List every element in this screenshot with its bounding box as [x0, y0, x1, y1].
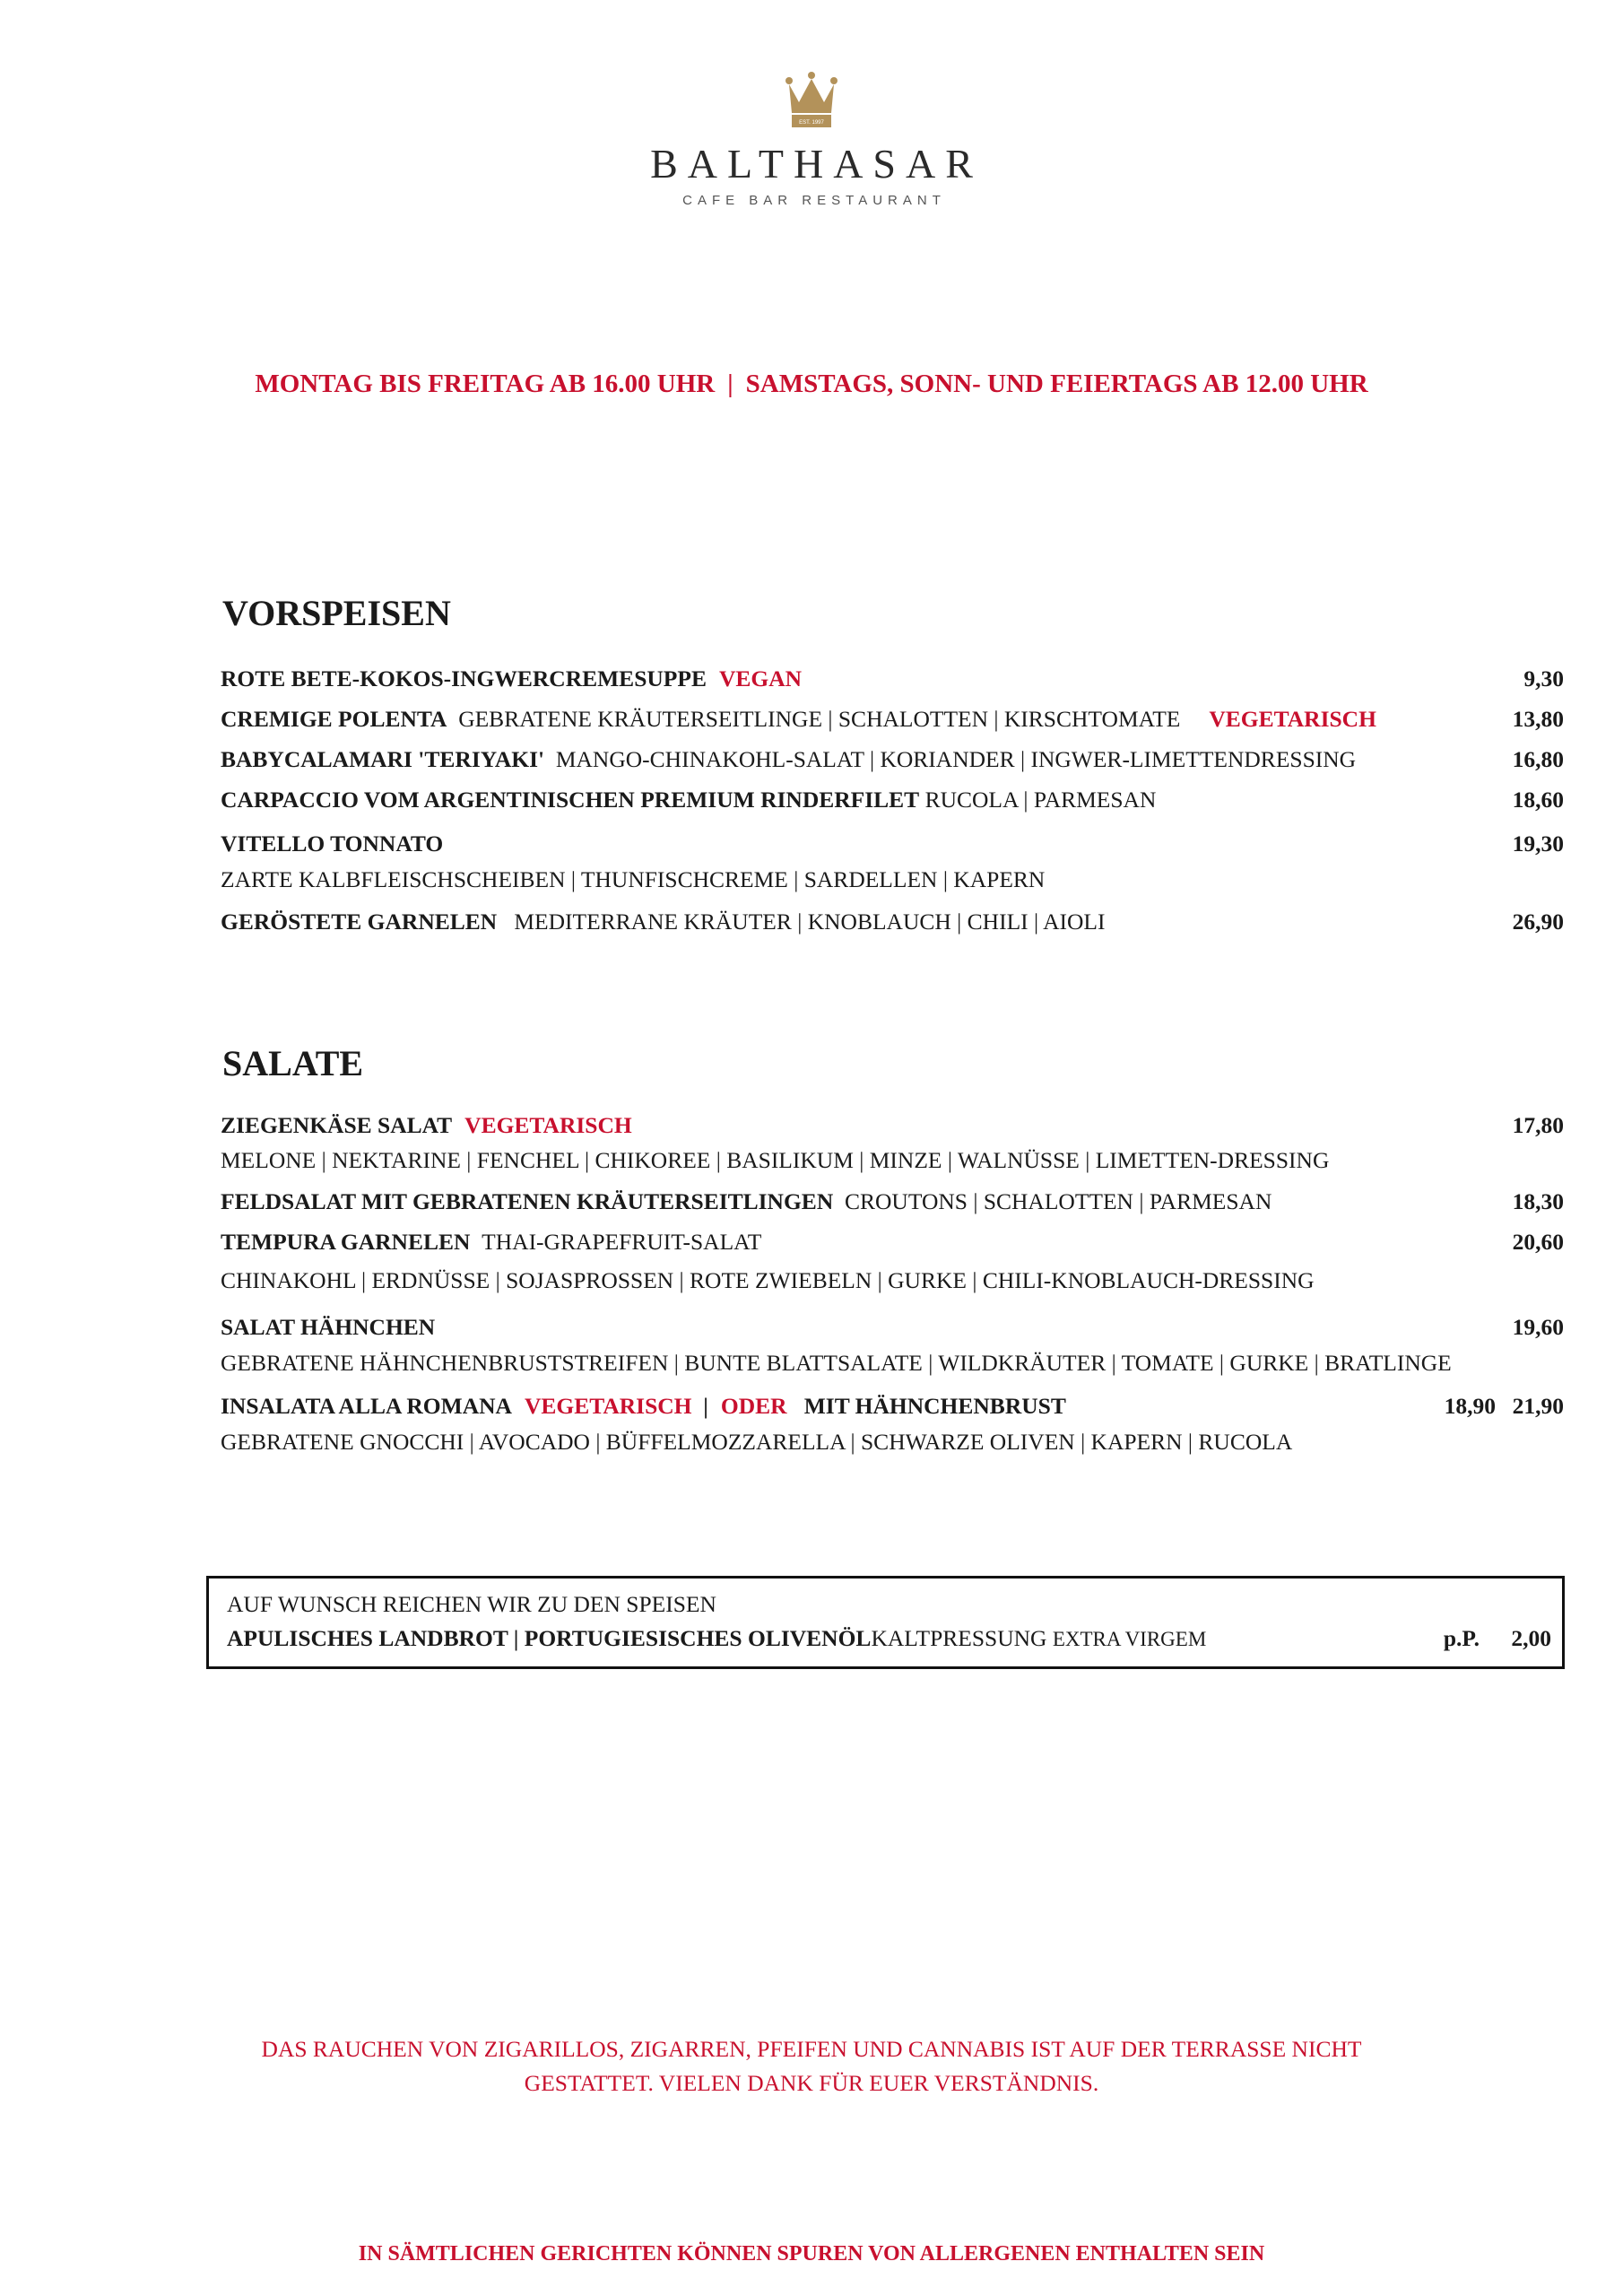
item-price: 26,90	[1512, 909, 1564, 935]
bread-offer-name: APULISCHES LANDBROT | PORTUGIESISCHES OLIVENÖL	[227, 1625, 872, 1651]
bread-offer-detail-small: EXTRA VIRGEM	[1052, 1628, 1207, 1650]
allergen-notice: IN SÄMTLICHEN GERICHTEN KÖNNEN SPUREN VON ALLERGENEN ENTHALTEN SEIN	[358, 2242, 1265, 2266]
item-tag: VEGETARISCH	[464, 1112, 632, 1138]
item-description: RUCOLA | PARMESAN	[924, 787, 1157, 813]
item-description: GEBRATENE KRÄUTERSEITLINGE | SCHALOTTEN | KIRSCHTOMATE	[458, 706, 1181, 732]
bread-offer-price: 2,00	[1511, 1625, 1551, 1651]
item-name: BABYCALAMARI 'TERIYAKI'	[221, 746, 545, 772]
menu-item	[221, 665, 1564, 692]
menu-item	[221, 909, 1564, 935]
menu-item	[221, 831, 1564, 857]
item-description-line: MELONE | NEKTARINE | FENCHEL | CHIKOREE | BASILIKUM | MINZE | WALNÜSSE | LIMETTEN-DRESSING	[221, 1147, 1330, 1173]
item-name: SALAT HÄHNCHEN	[221, 1314, 436, 1340]
item-price: 16,80	[1512, 746, 1564, 772]
item-price: 19,60	[1512, 1314, 1564, 1340]
menu-item	[221, 1229, 1564, 1256]
menu-item	[221, 1188, 1564, 1215]
item-name: CREMIGE POLENTA	[221, 706, 447, 732]
bread-offer-detail: KALTPRESSUNG	[871, 1625, 1047, 1651]
bread-offer-line	[227, 1625, 1206, 1652]
item-name: GERÖSTETE GARNELEN	[221, 909, 498, 935]
menu-item	[221, 746, 1564, 773]
item-separator: |	[703, 1393, 708, 1419]
section-title-salate: SALATE	[222, 1043, 364, 1083]
item-price: 18,90	[1444, 1393, 1496, 1419]
item-name: INSALATA ALLA ROMANA	[221, 1393, 512, 1419]
opening-hours	[0, 370, 1623, 399]
item-tag: VEGETARISCH	[1209, 706, 1376, 732]
item-price-variant: 21,90	[1512, 1393, 1564, 1419]
smoking-notice-line2: GESTATTET. VIELEN DANK FÜR EUER VERSTÄNDNIS.	[524, 2070, 1099, 2096]
item-price: 18,30	[1512, 1188, 1564, 1214]
menu-item	[221, 1112, 1564, 1139]
item-price: 13,80	[1512, 706, 1564, 732]
brand-subtitle: CAFE BAR RESTAURANT	[682, 193, 946, 208]
item-description-line: CHINAKOHL | ERDNÜSSE | SOJASPROSSEN | ROTE ZWIEBELN | GURKE | CHILI-KNOBLAUCH-DRESSING	[221, 1267, 1315, 1293]
item-tag: VEGETARISCH	[524, 1393, 692, 1419]
brand-name: BALTHASAR	[650, 141, 983, 187]
hours-weekdays: MONTAG BIS FREITAG AB 16.00 UHR	[255, 370, 716, 398]
brand-logo	[0, 72, 1623, 208]
item-name: ROTE BETE-KOKOS-INGWERCREMESUPPE	[221, 665, 707, 691]
item-name: TEMPURA GARNELEN	[221, 1229, 471, 1255]
smoking-notice-line1: DAS RAUCHEN VON ZIGARILLOS, ZIGARREN, PFEIFEN UND CANNABIS IST AUF DER TERRASSE NICHT	[261, 2036, 1362, 2062]
item-name-variant: MIT HÄHNCHENBRUST	[803, 1393, 1066, 1419]
crown-label: EST. 1997	[799, 120, 824, 126]
item-price: 20,60	[1512, 1229, 1564, 1255]
menu-item	[221, 787, 1564, 813]
bread-offer-unit: p.P.	[1443, 1625, 1480, 1651]
menu-item	[221, 1314, 1564, 1341]
hours-separator: |	[727, 370, 733, 398]
item-tag-or: ODER	[720, 1393, 787, 1419]
hours-weekend: SAMSTAGS, SONN- UND FEIERTAGS AB 12.00 UHR	[745, 370, 1368, 398]
item-name: ZIEGENKÄSE SALAT	[221, 1112, 453, 1138]
item-tag: VEGAN	[718, 665, 803, 691]
menu-item	[221, 1393, 1564, 1420]
item-name: FELDSALAT MIT GEBRATENEN KRÄUTERSEITLINGEN	[221, 1188, 834, 1214]
item-description: THAI-GRAPEFRUIT-SALAT	[482, 1229, 762, 1255]
item-description: CROUTONS | SCHALOTTEN | PARMESAN	[844, 1188, 1272, 1214]
item-name: CARPACCIO VOM ARGENTINISCHEN PREMIUM RINDERFILET	[221, 787, 920, 813]
item-description-line: GEBRATENE GNOCCHI | AVOCADO | BÜFFELMOZZARELLA | SCHWARZE OLIVEN | KAPERN | RUCOLA	[221, 1429, 1293, 1455]
smoking-notice	[0, 2032, 1623, 2100]
item-description: MANGO-CHINAKOHL-SALAT | KORIANDER | INGWER-LIMETTENDRESSING	[555, 746, 1357, 772]
crown-icon	[785, 72, 838, 131]
bread-offer-box	[206, 1576, 1565, 1669]
item-price: 9,30	[1523, 665, 1564, 691]
section-title-vorspeisen: VORSPEISEN	[222, 593, 451, 633]
menu-item	[221, 706, 1564, 733]
item-description: MEDITERRANE KRÄUTER | KNOBLAUCH | CHILI | AIOLI	[514, 909, 1106, 935]
item-price: 19,30	[1512, 831, 1564, 857]
item-price: 17,80	[1512, 1112, 1564, 1138]
item-name: VITELLO TONNATO	[221, 831, 444, 857]
item-description-line: GEBRATENE HÄHNCHENBRUSTSTREIFEN | BUNTE BLATTSALATE | WILDKRÄUTER | TOMATE | GURKE | BRATLINGE	[221, 1350, 1452, 1376]
item-price: 18,60	[1512, 787, 1564, 813]
item-description-line: ZARTE KALBFLEISCHSCHEIBEN | THUNFISCHCREME | SARDELLEN | KAPERN	[221, 866, 1046, 892]
bread-offer-intro: AUF WUNSCH REICHEN WIR ZU DEN SPEISEN	[227, 1591, 716, 1617]
